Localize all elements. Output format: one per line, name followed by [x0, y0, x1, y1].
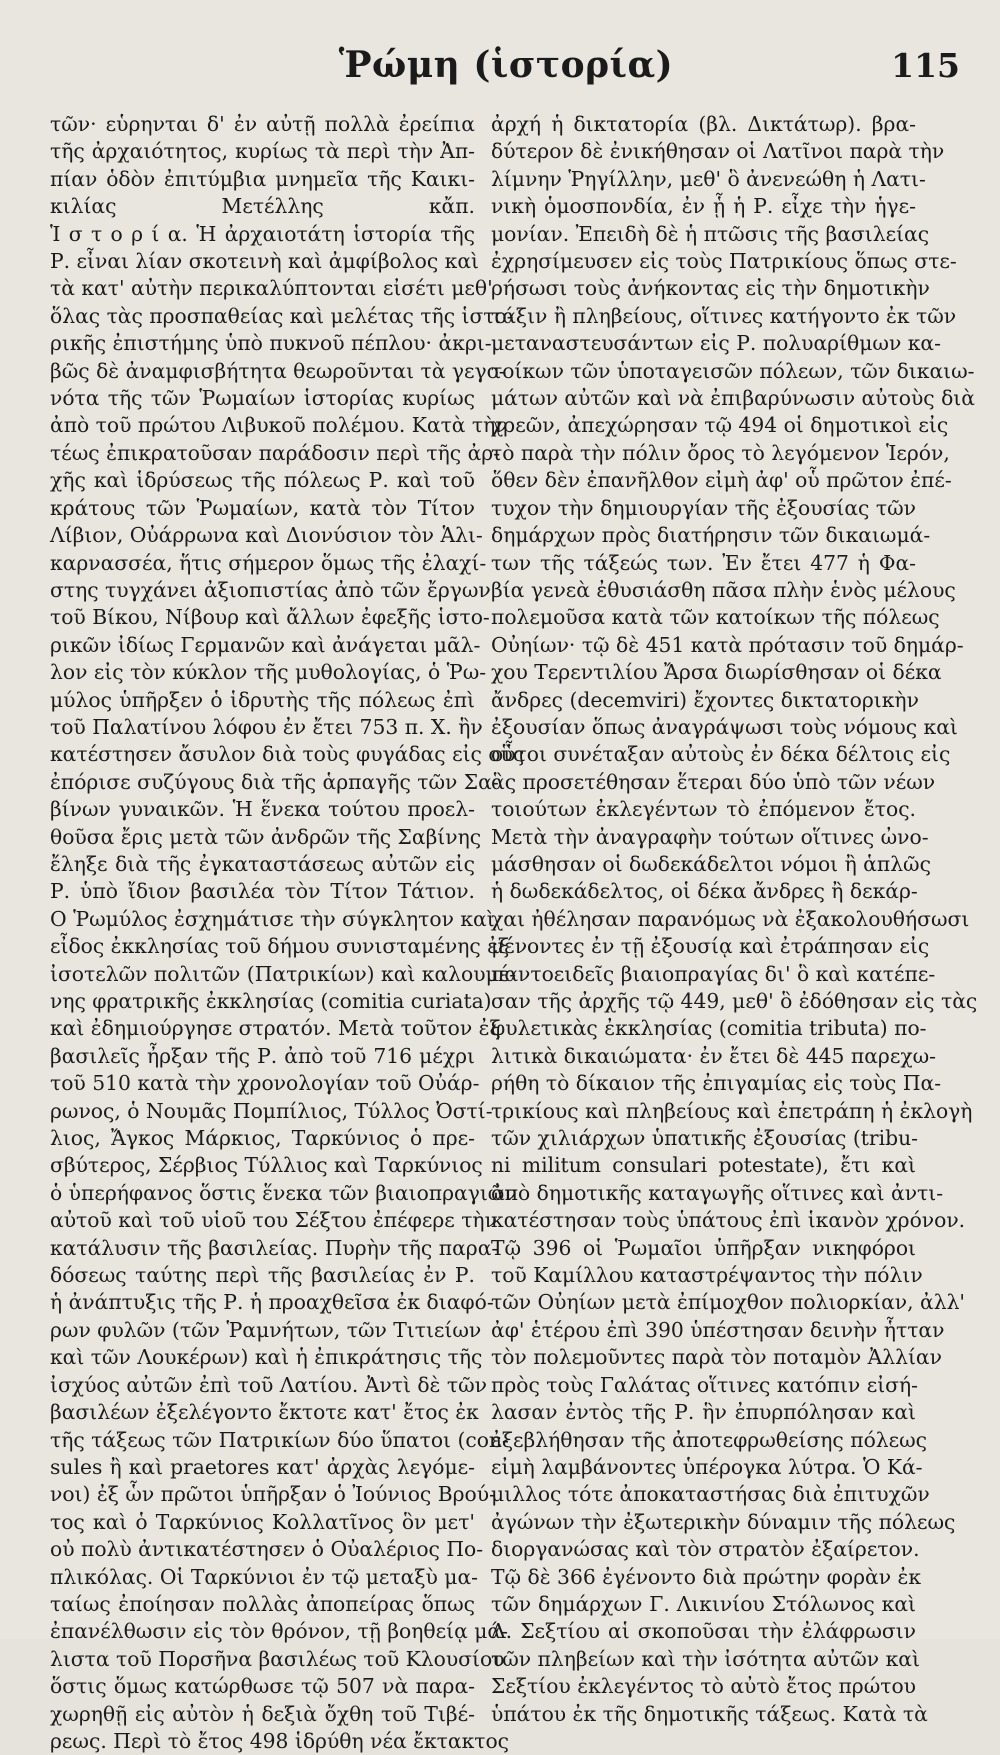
page-header [52, 44, 960, 92]
text-line: μένοντες ἐν τῇ ἐξουσίᾳ καὶ ἐτράπησαν εἰς [491, 934, 930, 959]
text-line: ἀρχή ἡ δικτατορία (βλ. Δικτάτωρ). βρα- [491, 112, 916, 136]
text-line: ἰσχύος αὐτῶν ἐπὶ τοῦ Λατίου. Ἀντὶ δὲ τῶν [50, 1372, 487, 1397]
text-line: sules ἢ καὶ praetores κατ' ἀρχὰς λεγόμε- [50, 1454, 475, 1479]
text-line: ἡ ἀνάπτυξις τῆς Ρ. ἡ προαχθεῖσα ἐκ διαφό- [50, 1290, 494, 1315]
running-title: Ῥώμη (ἱστορία) [338, 44, 674, 86]
text-line: ἐξουσίαν ὅπως ἀναγράψωσι τοὺς νόμους καὶ [491, 714, 958, 739]
text-line: νης φρατρικῆς ἐκκλησίας (comitia curiata) [50, 989, 492, 1013]
text-line: μονίαν. Ἐπειδὴ δὲ ἡ πτῶσις τῆς βασιλείας [491, 221, 930, 246]
text-line: Τῷ 396 οἱ Ῥωμαῖοι ὑπῆρξαν νικηφόροι [491, 1235, 916, 1260]
text-line: τοῦ 510 κατὰ τὴν χρονολογίαν τοῦ Οὐάρ- [50, 1071, 480, 1096]
text-line: ἀπὸ δημοτικῆς καταγωγῆς οἵτινες καὶ ἀντι- [491, 1180, 944, 1205]
text-line: μάτων αὐτῶν καὶ νὰ ἐπιβαρύνωσιν αὐτοὺς διὰ [491, 386, 975, 411]
text-line: λασαν ἐντὸς τῆς Ρ. ἣν ἐπυρπόλησαν καὶ [491, 1400, 916, 1425]
text-line: νικὴ ὁμοσπονδία, ἐν ᾗ ἡ Ρ. εἶχε τὴν ἡγε- [491, 194, 916, 219]
text-line: ἡ δωδεκάδελτος, οἱ δέκα ἄνδρες ἢ δεκάρ- [491, 879, 918, 904]
text-line: τῶν δημάρχων Γ. Λικινίου Στόλωνος καὶ [491, 1591, 916, 1616]
text-line: παντοειδεῖς βιαιοπραγίας δι' ὃ καὶ κατέπε- [491, 961, 936, 986]
text-line: ἰσοτελῶν πολιτῶν (Πατρικίων) καὶ καλουμέ- [50, 961, 517, 986]
text-line: ἐξεβλήθησαν τῆς ἀποτεφρωθείσης πόλεως [491, 1427, 928, 1452]
text-line: βῶς δὲ ἀναμφισβήτητα θεωροῦνται τὰ γεγο- [50, 358, 506, 383]
text-line: ἀπὸ τοῦ πρώτου Λιβυκοῦ πολέμου. Κατὰ τὴν [50, 413, 508, 438]
page-number: 115 [891, 46, 960, 85]
text-line: σβύτερος, Σέρβιος Τύλλιος καὶ Ταρκύνιος [50, 1153, 483, 1178]
text-line: ὑπάτου ἐκ τῆς δημοτικῆς τάξεως. Κατὰ τὰ [491, 1701, 928, 1726]
text-line: Ρ. ὑπὸ ἴδιον βασιλέα τὸν Τίτον Τάτιον. [50, 879, 475, 904]
text-line: τῆς τάξεως τῶν Πατρικίων δύο ὕπατοι (con- [50, 1427, 509, 1452]
text-line: λον εἰς τὸν κύκλον τῆς μυθολογίας, ὁ Ῥω- [50, 660, 487, 685]
text-line: χωρηθῇ εἰς αὐτὸν ἡ δεξιὰ ὄχθη τοῦ Τιβέ- [50, 1701, 475, 1726]
text-line: τὸ παρὰ τὴν πόλιν ὄρος τὸ λεγόμενον Ἱερόν, [491, 440, 950, 465]
text-line: ἄνδρες (decemviri) ἔχοντες δικτατορικὴν [491, 687, 919, 712]
text-line: ni militum consulari potestate), ἔτι καὶ [491, 1153, 916, 1178]
text-line: ρικῆς ἐπιστήμης ὑπὸ πυκνοῦ πέπλου· ἀκρι- [50, 331, 492, 356]
text-line: Λίβιον, Οὐάρρωνα καὶ Διονύσιον τὸν Ἁλι- [50, 523, 483, 548]
text-line: εἰμὴ λαμβάνοντες ὑπέρογκα λύτρα. Ὁ Κά- [491, 1454, 923, 1479]
text-line: βία γενεὰ ἐθυσιάσθη πᾶσα πλὴν ἑνὸς μέλους [491, 577, 956, 602]
text-line: τῆς ἀρχαιότητος, κυρίως τὰ περὶ τὴν Ἀπ- [50, 139, 475, 164]
text-line: νότα τῆς τῶν Ῥωμαίων ἱστορίας κυρίως [50, 386, 475, 411]
text-line: οὗτοι συνέταξαν αὐτοὺς ἐν δέκα δέλτοις εἰς [491, 742, 951, 767]
text-line: δύτερον δὲ ἐνικήθησαν οἱ Λατῖνοι παρὰ τὴν [491, 139, 945, 164]
text-line: ρήθη τὸ δίκαιον τῆς ἐπιγαμίας εἰς τοὺς Πα- [491, 1071, 942, 1096]
text-line: εἶδος ἐκκλησίας τοῦ δήμου συνισταμένης ἐξ [50, 934, 510, 959]
text-line: τέως ἐπικρατοῦσαν παράδοσιν περὶ τῆς ἀρ- [50, 440, 501, 465]
text-line: δημάρχων πρὸς διατήρησιν τῶν δικαιωμά- [491, 523, 931, 548]
text-line: φυλετικὰς ἐκκλησίας (comitia tributa) πο- [491, 1016, 927, 1041]
text-line: θοῦσα ἔρις μετὰ τῶν ἀνδρῶν τῆς Σαβίνης [50, 824, 482, 849]
text-line: τοῦ Βίκου, Νίβουρ καὶ ἄλλων ἐφεξῆς ἱστο- [50, 605, 490, 630]
text-line: ἐπόρισε συζύγους διὰ τῆς ἁρπαγῆς τῶν Σα- [50, 769, 499, 794]
text-line: κράτους τῶν Ῥωμαίων, κατὰ τὸν Τίτον [50, 495, 475, 520]
text-line: τῶν χιλιάρχων ὑπατικῆς ἐξουσίας (tribu- [491, 1126, 918, 1151]
text-line: κατέστησαν τοὺς ὑπάτους ἐπὶ ἱκανὸν χρόνον. [491, 1208, 966, 1233]
text-line: χρεῶν, ἀπεχώρησαν τῷ 494 οἱ δημοτικοὶ εἰς [491, 413, 949, 438]
text-line: κιλίας Μετέλλης κἄπ. [50, 194, 475, 219]
text-line: μιλλος τότε ἀποκαταστήσας διὰ ἐπιτυχῶν [491, 1482, 930, 1507]
right-text-column [491, 111, 978, 1728]
text-line: ρεως. Περὶ τὸ ἔτος 498 ἱδρύθη νέα ἔκτακτος [50, 1728, 510, 1753]
text-line: βασιλεῖς ἦρξαν τῆς Ρ. ἀπὸ τοῦ 716 μέχρι [50, 1043, 475, 1068]
text-line: χου Τερεντιλίου Ἄρσα διωρίσθησαν οἱ δέκα [491, 660, 942, 685]
text-line: τὸν πολεμοῦντες παρὰ τὸν ποταμὸν Ἀλλίαν [491, 1345, 942, 1370]
text-line: Ἱ σ τ ο ρ ί α. Ἡ ἀρχαιοτάτη ἱστορία τῆς [50, 221, 475, 246]
text-line: μύλος ὑπῆρξεν ὁ ἱδρυτὴς τῆς πόλεως ἐπὶ [50, 687, 475, 712]
text-line: αὐτοῦ καὶ τοῦ υἱοῦ του Σέξτου ἐπέφερε τὴν [50, 1208, 497, 1233]
text-line: ρικῶν ἰδίως Γερμανῶν καὶ ἀνάγεται μᾶλ- [50, 632, 481, 657]
text-line: των τῆς τάξεώς των. Ἐν ἔτει 477 ἡ Φα- [491, 550, 916, 575]
text-line: κατέστησεν ἄσυλον διὰ τοὺς φυγάδας εἰς οὓς [50, 742, 525, 767]
text-line: πολεμοῦσα κατὰ τῶν κατοίκων τῆς πόλεως [491, 605, 940, 630]
text-line: τῶν· εὑρηνται δ' ἐν αὐτῇ πολλὰ ἐρείπια [50, 112, 475, 136]
text-line: πίαν ὁδὸν ἐπιτύμβια μνημεῖα τῆς Καικι- [50, 166, 475, 191]
text-line: τρικίους καὶ πληβείους καὶ ἐπετράπη ἡ ἐκλογὴ [491, 1098, 973, 1123]
text-line: τὰ κατ' αὐτὴν περικαλύπτονται εἰσέτι μεθ' [50, 276, 493, 301]
text-line: Λ. Σεξτίου αἱ σκοποῦσαι τὴν ἐλάφρωσιν [491, 1619, 916, 1644]
text-line: βίνων γυναικῶν. Ἡ ἕνεκα τούτου προελ- [50, 797, 475, 822]
text-line: ταίως ἐποίησαν πολλὰς ἀποπείρας ὅπως [50, 1591, 475, 1616]
text-line: τοίκων τῶν ὑποταγεισῶν πόλεων, τῶν δικαιω- [491, 358, 975, 383]
text-line: Τῷ δὲ 366 ἐγένοντο διὰ πρώτην φορὰν ἐκ [491, 1564, 922, 1589]
text-line: λίμνην Ῥηγίλλην, μεθ' ὃ ἀνενεώθη ἡ Λατι- [491, 166, 926, 191]
text-line: Ο Ῥωμύλος ἐσχημάτισε τὴν σύγκλητον καὶ [50, 906, 495, 931]
text-line: δόσεως ταύτης περὶ τῆς βασιλείας ἐν Ρ. [50, 1263, 475, 1288]
text-line: ἀγώνων τὴν ἐξωτερικὴν δύναμιν τῆς πόλεως [491, 1509, 956, 1534]
text-line: πλικόλας. Οἱ Ταρκύνιοι ἐν τῷ μεταξὺ μα- [50, 1564, 479, 1589]
text-line: διοργανώσας καὶ τὸν στρατὸν ἐξαίρετον. [491, 1537, 920, 1562]
text-line: μάσθησαν οἱ δωδεκάδελτοι νόμοι ἢ ἁπλῶς [491, 851, 931, 876]
text-line: Μετὰ τὴν ἀναγραφὴν τούτων οἵτινες ὠνο- [491, 824, 929, 849]
text-line: λιος, Ἄγκος Μάρκιος, Ταρκύνιος ὁ πρε- [50, 1126, 475, 1151]
text-line: τῶν Οὐηίων μετὰ ἐπίμοχθον πολιορκίαν, ἀλλ' [491, 1290, 966, 1315]
text-line: τυχον τὴν δημιουργίαν τῆς ἐξουσίας τῶν [491, 495, 916, 520]
text-line: καρνασσέα, ἥτις σήμερον ὅμως τῆς ἐλαχί- [50, 550, 487, 575]
left-text-column [50, 111, 525, 1755]
text-line: νοι) ἐξ ὧν πρῶτοι ὑπῆρξαν ὁ Ἰούνιος Βρού- [50, 1482, 496, 1507]
text-line: καὶ ἐδημιούργησε στρατόν. Μετὰ τοῦτον ἐξ [50, 1016, 501, 1041]
text-line: Οὐηίων· τῷ δὲ 451 κατὰ πρότασιν τοῦ δημάρ- [491, 632, 964, 657]
text-line: βασιλέων ἐξελέγοντο ἔκτοτε κατ' ἔτος ἐκ [50, 1400, 479, 1425]
text-line: πρὸς τοὺς Γαλάτας οἵτινες κατόπιν εἰσή- [491, 1372, 919, 1397]
text-line: λιτικὰ δικαιώματα· ἐν ἔτει δὲ 445 παρεχω- [491, 1043, 937, 1068]
text-line: ὅθεν δὲν ἐπανῆλθον εἰμὴ ἀφ' οὗ πρῶτον ἐπέ- [491, 468, 952, 493]
text-line: μεταναστευσάντων εἰς Ρ. πολυαρίθμων κα- [491, 331, 941, 356]
text-line: τάξιν ἢ πληβείους, οἵτινες κατήγοντο ἐκ τῶν [491, 303, 957, 328]
text-line: ρήσωσι τοὺς ἀνήκοντας εἰς τὴν δημοτικὴν [491, 276, 930, 301]
text-line: ἔληξε διὰ τῆς ἐγκαταστάσεως αὐτῶν εἰς [50, 851, 475, 876]
text-line: οὐ πολὺ ἀντικατέστησεν ὁ Οὐαλέριος Πο- [50, 1537, 484, 1562]
text-line: ἃς προσετέθησαν ἕτεραι δύο ὑπὸ τῶν νέων [491, 769, 936, 794]
text-line: Σεξτίου ἐκλεγέντος τὸ αὐτὸ ἔτος πρώτου [491, 1674, 916, 1699]
text-line: Ρ. εἶναι λίαν σκοτεινὴ καὶ ἀμφίβολος καὶ [50, 249, 479, 274]
text-line: τῶν πληβείων καὶ τὴν ἰσότητα αὐτῶν καὶ [491, 1646, 920, 1671]
text-line: χῆς καὶ ἱδρύσεως τῆς πόλεως Ρ. καὶ τοῦ [50, 468, 475, 493]
text-line: κατάλυσιν τῆς βασιλείας. Πυρὴν τῆς παρα- [50, 1235, 499, 1260]
text-line: ἀφ' ἑτέρου ἐπὶ 390 ὑπέστησαν δεινὴν ἧτταν [491, 1317, 945, 1342]
text-line: τοῦ Παλατίνου λόφου ἐν ἔτει 753 π. Χ. ἣν [50, 714, 483, 739]
text-line: καὶ τῶν Λουκέρων) καὶ ἡ ἐπικράτησις τῆς [50, 1345, 483, 1370]
text-line: στης τυγχάνει ἀξιοπιστίας ἀπὸ τῶν ἔργων [50, 577, 491, 602]
text-line: τος καὶ ὁ Ταρκύνιος Κολλατῖνος ὃν μετ' [50, 1509, 475, 1534]
text-line: τοιούτων ἐκλεγέντων τὸ ἐπόμενον ἔτος. [491, 797, 916, 822]
text-line: ρωνος, ὁ Νουμᾶς Πομπίλιος, Τύλλος Ὀστί- [50, 1098, 493, 1123]
text-line: σαν τῆς ἀρχῆς τῷ 449, μεθ' ὃ ἐδόθησαν εἰς τὰς [491, 989, 978, 1013]
text-line: τοῦ Καμίλλου καταστρέψαντος τὴν πόλιν [491, 1263, 923, 1288]
text-line: ὅστις ὅμως κατώρθωσε τῷ 507 νὰ παρα- [50, 1674, 475, 1699]
text-line: ἐπανέλθωσιν εἰς τὸν θρόνον, τῇ βοηθείᾳ μά- [50, 1619, 508, 1644]
text-line: ἐχρησίμευσεν εἰς τοὺς Πατρικίους ὅπως στε- [491, 249, 957, 274]
text-line: χαι ἠθέλησαν παρανόμως νὰ ἐξακολουθήσωσι [491, 906, 970, 931]
text-line: ρων φυλῶν (τῶν Ῥαμνήτων, τῶν Τιτιείων [50, 1317, 482, 1342]
text-line: λιστα τοῦ Πορσῆνα βασιλέως τοῦ Κλουσίου [50, 1646, 505, 1671]
text-line: ὅλας τὰς προσπαθείας καὶ μελέτας τῆς ἱστο- [50, 303, 514, 328]
text-line: ὁ ὑπερήφανος ὅστις ἕνεκα τῶν βιαιοπραγιῶν [50, 1180, 517, 1205]
